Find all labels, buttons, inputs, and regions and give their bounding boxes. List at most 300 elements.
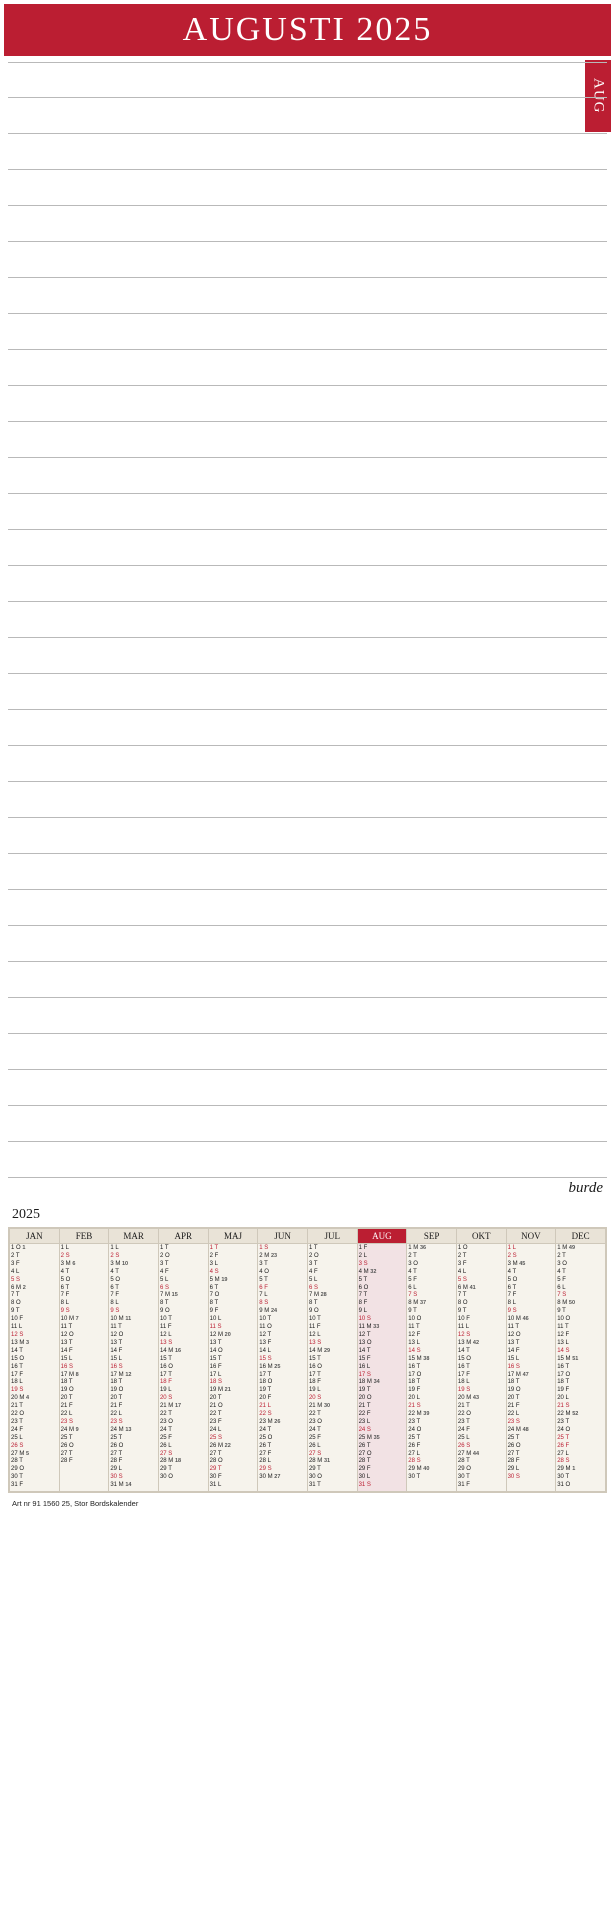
overview-day: 27 T (60, 1450, 73, 1457)
year-overview-table (9, 1228, 606, 1492)
overview-day: 19 O (60, 1387, 74, 1394)
overview-day: 19 M 21 (209, 1387, 231, 1394)
overview-month-header-jan: JAN (10, 1229, 60, 1244)
day-info (55, 784, 607, 787)
overview-day: 12 M 20 (209, 1331, 231, 1338)
overview-day: 21 O (209, 1403, 223, 1410)
overview-day: 9 O (308, 1308, 319, 1315)
overview-day: 13 T (209, 1339, 222, 1346)
overview-day: 28 O (209, 1458, 223, 1465)
overview-day: 31 L (209, 1482, 222, 1489)
overview-month-column (208, 1244, 258, 1492)
overview-day: 23 T (408, 1418, 421, 1425)
overview-day: 3 S (358, 1260, 368, 1267)
overview-day: 9 F (209, 1308, 219, 1315)
day-row (8, 818, 607, 854)
day-info (55, 1108, 607, 1111)
overview-day: 13 L (408, 1339, 420, 1346)
overview-day: 19 T (358, 1387, 371, 1394)
overview-day: 21 T (11, 1403, 23, 1410)
overview-day: 29 L (110, 1466, 122, 1473)
overview-day: 15 S (259, 1355, 272, 1362)
overview-day: 1 O 1 (11, 1245, 26, 1251)
overview-day: 11 L (11, 1324, 23, 1331)
overview-day: 26 O (110, 1442, 124, 1449)
overview-day: 10 T (159, 1316, 172, 1323)
overview-month-header-maj: MAJ (208, 1229, 258, 1244)
overview-day: 9 M 24 (259, 1308, 278, 1315)
overview-day: 3 O (557, 1260, 567, 1267)
overview-day: 5 L (159, 1276, 169, 1283)
overview-day: 17 T (159, 1371, 172, 1378)
overview-day: 10 S (358, 1316, 371, 1323)
overview-day: 22 O (11, 1411, 25, 1418)
overview-day: 16 T (11, 1363, 23, 1370)
overview-day: 8 M 50 (557, 1300, 576, 1307)
overview-day: 6 L (408, 1284, 417, 1291)
overview-day: 18 T (507, 1379, 520, 1386)
overview-month-column (407, 1244, 457, 1492)
overview-day: 8 L (60, 1300, 69, 1307)
overview-day: 8 F (358, 1300, 368, 1307)
overview-day: 13 T (60, 1339, 73, 1346)
overview-day: 1 L (507, 1245, 516, 1251)
overview-day: 1 O (457, 1245, 468, 1251)
year-overview (8, 1207, 607, 1493)
overview-day: 17 O (557, 1371, 571, 1378)
day-row (8, 314, 607, 350)
overview-day: 2 T (11, 1252, 20, 1259)
overview-day: 12 O (507, 1331, 521, 1338)
overview-day: 11 T (60, 1324, 73, 1331)
day-row (8, 458, 607, 494)
overview-day: 16 O (308, 1363, 322, 1370)
overview-day: 7 F (60, 1292, 70, 1299)
overview-day: 23 T (557, 1418, 570, 1425)
overview-year: 2025 (12, 1207, 40, 1222)
overview-day: 13 T (507, 1339, 520, 1346)
overview-day: 30 F (209, 1474, 222, 1481)
overview-day: 11 O (259, 1324, 272, 1331)
overview-day: 25 L (457, 1434, 470, 1441)
overview-day: 2 T (557, 1252, 566, 1259)
overview-day: 2 O (159, 1252, 170, 1259)
overview-day: 4 S (209, 1268, 219, 1275)
day-info (55, 244, 607, 247)
overview-day: 8 O (457, 1300, 468, 1307)
day-row (8, 494, 607, 530)
overview-day: 15 O (11, 1355, 25, 1362)
overview-day: 13 L (557, 1339, 569, 1346)
overview-day: 2 F (209, 1252, 219, 1259)
day-list (8, 62, 607, 1178)
overview-month-column (158, 1244, 208, 1492)
overview-day: 24 F (457, 1426, 470, 1433)
overview-day: 29 F (358, 1466, 371, 1473)
overview-day: 26 S (457, 1442, 471, 1449)
overview-day: 14 S (408, 1347, 421, 1354)
overview-day: 26 S (11, 1442, 24, 1449)
overview-day: 7 S (408, 1292, 418, 1299)
overview-day: 16 S (110, 1363, 123, 1370)
overview-day: 14 T (457, 1347, 470, 1354)
overview-day: 19 S (457, 1387, 471, 1394)
day-info (55, 748, 607, 751)
overview-day: 10 M 7 (60, 1316, 79, 1323)
overview-day: 23 F (209, 1418, 222, 1425)
overview-day: 20 F (259, 1395, 272, 1402)
day-info (55, 928, 607, 931)
day-info (55, 496, 607, 499)
overview-day: 18 L (11, 1379, 23, 1386)
overview-day: 6 T (110, 1284, 119, 1291)
overview-day: 26 T (259, 1442, 272, 1449)
overview-day: 27 L (557, 1450, 569, 1457)
overview-day: 14 F (60, 1347, 73, 1354)
overview-day: 6 L (557, 1284, 566, 1291)
overview-day: 10 F (11, 1316, 24, 1323)
overview-day: 27 S (159, 1450, 173, 1457)
overview-month-column (307, 1244, 357, 1492)
overview-day: 19 L (159, 1387, 172, 1394)
overview-day: 31 F (11, 1482, 24, 1489)
day-row (8, 206, 607, 242)
overview-day: 18 S (209, 1379, 222, 1386)
overview-day: 11 T (557, 1324, 569, 1331)
day-row (8, 1034, 607, 1070)
overview-day: 31 S (358, 1482, 371, 1489)
overview-day: 17 M 47 (507, 1371, 529, 1378)
overview-day: 24 T (159, 1426, 172, 1433)
overview-day: 27 O (358, 1450, 372, 1457)
overview-day: 29 M 1 (557, 1466, 576, 1473)
overview-day: 6 M 41 (457, 1284, 476, 1291)
overview-day: 1 L (110, 1245, 119, 1251)
overview-day: 21 S (408, 1403, 421, 1410)
overview-day: 10 L (209, 1316, 222, 1323)
overview-day: 12 S (11, 1331, 24, 1338)
overview-day: 30 M 27 (259, 1474, 281, 1481)
overview-day: 8 M 37 (408, 1300, 427, 1307)
overview-day: 24 M 13 (110, 1426, 132, 1433)
overview-day: 9 T (457, 1308, 467, 1315)
overview-day: 23 O (308, 1418, 322, 1425)
overview-day: 17 F (11, 1371, 24, 1378)
overview-day: 15 M 51 (557, 1355, 579, 1362)
overview-day: 7 T (358, 1292, 368, 1299)
day-info (55, 640, 607, 643)
overview-day: 30 O (308, 1474, 322, 1481)
overview-day: 27 T (110, 1450, 123, 1457)
day-row (8, 170, 607, 206)
overview-day: 13 T (110, 1339, 123, 1346)
overview-day: 6 S (159, 1284, 169, 1291)
overview-day: 5 M 19 (209, 1276, 228, 1283)
overview-day: 18 T (110, 1379, 123, 1386)
overview-day: 7 O (209, 1292, 220, 1299)
overview-month-header-nov: NOV (506, 1229, 556, 1244)
overview-day: 11 T (408, 1324, 420, 1331)
overview-day: 3 T (159, 1260, 169, 1267)
day-info (55, 676, 607, 679)
overview-day: 30 T (557, 1474, 570, 1481)
overview-day: 24 T (308, 1426, 321, 1433)
overview-day: 6 T (60, 1284, 70, 1291)
overview-day: 24 F (11, 1426, 24, 1433)
overview-day: 29 T (159, 1466, 172, 1473)
overview-day: 24 O (408, 1426, 422, 1433)
overview-day: 1 L (60, 1245, 69, 1251)
overview-day: 8 S (259, 1300, 269, 1307)
overview-day: 10 O (408, 1316, 422, 1323)
overview-day: 20 M 4 (11, 1395, 30, 1402)
overview-day: 1 M 49 (557, 1245, 576, 1251)
overview-day: 26 L (159, 1442, 172, 1449)
day-info (55, 172, 607, 175)
overview-day: 1 T (159, 1245, 169, 1251)
overview-day: 28 T (358, 1458, 371, 1465)
overview-day: 6 F (259, 1284, 268, 1291)
overview-day: 8 O (11, 1300, 21, 1307)
overview-day: 21 F (110, 1403, 123, 1410)
overview-day: 16 S (60, 1363, 73, 1370)
overview-day: 15 L (110, 1355, 122, 1362)
day-row (8, 638, 607, 674)
overview-day: 22 L (110, 1411, 122, 1418)
overview-day: 20 T (209, 1395, 222, 1402)
overview-day: 30 T (11, 1474, 23, 1481)
overview-day: 14 M 16 (159, 1347, 182, 1354)
overview-day: 29 O (11, 1466, 25, 1473)
day-info (55, 1000, 607, 1003)
overview-day: 19 F (408, 1387, 421, 1394)
overview-day: 25 S (209, 1434, 222, 1441)
overview-day: 1 S (259, 1245, 269, 1251)
overview-day: 31 O (557, 1482, 571, 1489)
overview-day: 4 T (60, 1268, 70, 1275)
overview-day: 3 O (408, 1260, 418, 1267)
day-row (8, 782, 607, 818)
overview-day: 19 S (11, 1387, 24, 1394)
day-row (8, 134, 607, 170)
overview-header-row (10, 1229, 606, 1244)
day-info (55, 532, 607, 535)
overview-day: 10 F (457, 1316, 470, 1323)
overview-day: 8 L (110, 1300, 119, 1307)
day-row (8, 530, 607, 566)
overview-day: 23 S (507, 1418, 520, 1425)
overview-day: 12 L (159, 1331, 172, 1338)
overview-day: 17 O (408, 1371, 422, 1378)
overview-day: 4 M 32 (358, 1268, 377, 1275)
day-row (8, 998, 607, 1034)
overview-day: 29 O (457, 1466, 471, 1473)
day-info (55, 604, 607, 607)
overview-day: 7 F (507, 1292, 517, 1299)
overview-day: 27 S (308, 1450, 322, 1457)
day-row (8, 854, 607, 890)
overview-day: 13 S (308, 1339, 322, 1346)
overview-day: 8 L (507, 1300, 516, 1307)
overview-day: 17 S (358, 1371, 371, 1378)
day-info (55, 316, 607, 319)
overview-day: 14 L (259, 1347, 271, 1354)
overview-day: 28 F (507, 1458, 520, 1465)
overview-day: 2 O (308, 1252, 319, 1259)
overview-day: 19 O (110, 1387, 124, 1394)
overview-day: 6 O (358, 1284, 369, 1291)
day-row (8, 1106, 607, 1142)
overview-month-column (556, 1244, 606, 1492)
overview-day: 11 F (159, 1324, 172, 1331)
day-info (55, 1144, 607, 1147)
day-row (8, 566, 607, 602)
overview-day: 14 S (557, 1347, 570, 1354)
overview-day: 2 T (408, 1252, 417, 1259)
overview-day: 14 T (11, 1347, 23, 1354)
overview-day: 31 F (457, 1482, 470, 1489)
overview-day: 20 T (507, 1395, 520, 1402)
day-row (8, 602, 607, 638)
overview-day: 21 T (358, 1403, 371, 1410)
overview-day: 8 T (209, 1300, 219, 1307)
day-info (55, 460, 607, 463)
overview-day: 4 T (507, 1268, 517, 1275)
day-row (8, 746, 607, 782)
overview-day: 26 T (358, 1442, 371, 1449)
overview-day: 22 M 52 (557, 1411, 579, 1418)
overview-day: 18 T (557, 1379, 570, 1386)
overview-day: 23 L (358, 1418, 371, 1425)
overview-day: 5 F (557, 1276, 566, 1283)
overview-day: 20 L (408, 1395, 420, 1402)
day-info (55, 1036, 607, 1039)
overview-day: 21 F (60, 1403, 73, 1410)
overview-day: 20 M 43 (457, 1395, 480, 1402)
overview-day: 12 L (308, 1331, 321, 1338)
overview-day: 14 O (209, 1347, 223, 1354)
overview-day: 24 L (209, 1426, 222, 1433)
overview-day: 4 L (457, 1268, 467, 1275)
overview-day: 28 F (110, 1458, 123, 1465)
overview-month-column (506, 1244, 556, 1492)
overview-day: 2 M 23 (259, 1252, 278, 1259)
overview-day: 15 M 38 (408, 1355, 430, 1362)
overview-day: 16 T (457, 1363, 470, 1370)
overview-day: 5 S (457, 1276, 467, 1283)
overview-day: 22 F (358, 1411, 371, 1418)
overview-day: 30 T (408, 1474, 421, 1481)
overview-day: 23 S (110, 1418, 123, 1425)
overview-day: 13 S (159, 1339, 173, 1346)
overview-day: 30 O (159, 1474, 173, 1481)
overview-day: 21 M 30 (308, 1403, 331, 1410)
overview-day: 5 S (11, 1276, 21, 1283)
day-info (55, 568, 607, 571)
overview-day: 24 M 48 (507, 1426, 529, 1433)
overview-day: 7 T (11, 1292, 20, 1299)
month-header (4, 4, 611, 56)
overview-day: 30 S (110, 1474, 123, 1481)
overview-day: 9 L (358, 1308, 367, 1315)
day-row (8, 98, 607, 134)
overview-day: 4 F (159, 1268, 169, 1275)
overview-day: 22 M 39 (408, 1411, 430, 1418)
day-row (8, 386, 607, 422)
overview-day: 3 T (259, 1260, 268, 1267)
overview-day: 12 O (60, 1331, 74, 1338)
day-info (55, 100, 607, 103)
overview-day: 22 L (507, 1411, 520, 1418)
overview-day: 12 F (408, 1331, 421, 1338)
overview-day: 25 M 35 (358, 1434, 380, 1441)
overview-day: 29 S (259, 1466, 272, 1473)
overview-month-header-jul: JUL (307, 1229, 357, 1244)
overview-day: 10 M 46 (507, 1316, 529, 1323)
day-row (8, 926, 607, 962)
overview-day: 11 L (457, 1324, 470, 1331)
overview-day: 27 F (259, 1450, 272, 1457)
overview-day: 11 T (507, 1324, 520, 1331)
overview-day: 22 S (259, 1411, 272, 1418)
overview-day: 3 M 45 (507, 1260, 526, 1267)
overview-month-header-jun: JUN (258, 1229, 308, 1244)
day-row (8, 422, 607, 458)
overview-day: 7 T (457, 1292, 467, 1299)
overview-day: 1 M 36 (408, 1245, 427, 1251)
overview-day: 31 T (308, 1482, 321, 1489)
overview-day: 4 T (408, 1268, 417, 1275)
overview-day: 19 L (308, 1387, 321, 1394)
overview-day: 23 M 26 (259, 1418, 281, 1425)
overview-day: 25 T (557, 1434, 570, 1441)
overview-day: 4 F (308, 1268, 318, 1275)
overview-day: 3 M 10 (110, 1260, 129, 1267)
overview-day: 1 T (209, 1245, 219, 1251)
overview-day: 12 T (259, 1331, 272, 1338)
overview-day: 23 O (159, 1418, 173, 1425)
overview-day: 14 F (110, 1347, 123, 1354)
overview-day: 6 S (308, 1284, 318, 1291)
overview-month-column (10, 1244, 60, 1492)
day-info (55, 820, 607, 823)
overview-day: 5 O (60, 1276, 71, 1283)
day-info (55, 892, 607, 895)
overview-day: 29 T (209, 1466, 222, 1473)
overview-day: 16 T (557, 1363, 570, 1370)
overview-day: 10 M 11 (110, 1316, 132, 1323)
overview-day: 9 T (557, 1308, 566, 1315)
overview-day: 24 S (358, 1426, 371, 1433)
overview-day: 9 T (11, 1308, 20, 1315)
overview-day: 9 T (408, 1308, 417, 1315)
overview-day: 2 S (507, 1252, 517, 1259)
overview-day: 26 O (507, 1442, 521, 1449)
overview-day: 26 M 22 (209, 1442, 231, 1449)
overview-day: 28 S (408, 1458, 421, 1465)
day-info (55, 712, 607, 715)
overview-day: 26 O (60, 1442, 74, 1449)
day-info (55, 388, 607, 391)
overview-day: 16 T (408, 1363, 421, 1370)
overview-day: 28 M 18 (159, 1458, 182, 1465)
overview-day: 8 T (159, 1300, 169, 1307)
overview-day: 11 F (308, 1324, 321, 1331)
overview-day: 12 F (557, 1331, 570, 1338)
overview-day: 6 T (209, 1284, 219, 1291)
overview-day: 15 T (209, 1355, 222, 1362)
overview-month-header-okt: OKT (456, 1229, 506, 1244)
